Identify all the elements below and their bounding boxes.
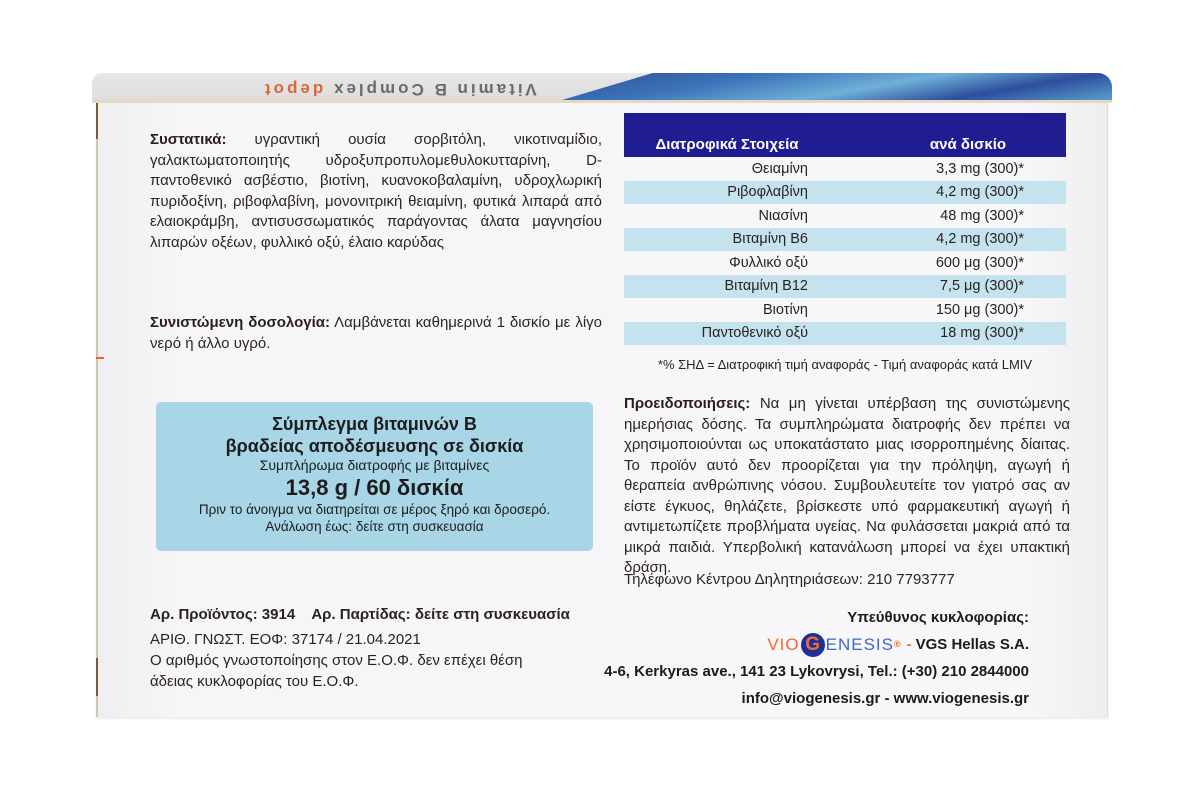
expiry-note: Ανάλωση έως: δείτε στη συσκευασία <box>265 519 484 534</box>
brand-dash: - <box>906 636 912 653</box>
brand-logo-g-icon: G <box>801 633 825 657</box>
dosage-label: Συνιστώμενη δοσολογία: <box>150 314 330 331</box>
product-info-box <box>156 402 593 551</box>
lid-name-accent: depot <box>262 80 324 99</box>
nutrient-value: 150 μg (300)* <box>935 301 1024 318</box>
eof-disclaimer-line1: Ο αριθμός γνωστοποίησης στον Ε.Ο.Φ. δεν επέχει θέση <box>150 652 523 669</box>
nutrition-footnote: *% ΣΗΔ = Διατροφική τιμή αναφοράς - Τιμή αναφοράς κατά LMIV <box>657 357 1033 372</box>
table-row <box>624 228 1066 252</box>
product-number: Αρ. Προϊόντος: 3914 <box>150 606 296 623</box>
table-row <box>624 275 1066 299</box>
table-row <box>624 204 1066 228</box>
nutrient-name: Βιταμίνη Β6 <box>732 231 808 248</box>
storage-note: Πριν το άνοιγμα να διατηρείται σε μέρος ξηρό και δροσερό. <box>198 502 551 517</box>
nutrient-value: 48 mg (300)* <box>940 207 1024 224</box>
lid-pattern <box>552 73 1112 103</box>
registered-mark: ® <box>893 639 901 649</box>
nutrient-name: Νιασίνη <box>758 207 808 224</box>
dosage-section <box>150 313 602 354</box>
warnings-section <box>624 394 1070 579</box>
nutrient-value: 4,2 mg (300)* <box>936 231 1024 248</box>
nutrient-name: Ριβοφλαβίνη <box>727 184 808 201</box>
dosage-text: Λαμβάνεται καθημερινά 1 δισκίο με λίγο νερό ή άλλο υγρό. <box>150 314 602 352</box>
distributor-label: Υπεύθυνος κυκλοφορίας: <box>847 609 1029 626</box>
ingredients-label: Συστατικά: <box>150 131 227 148</box>
nutrient-name: Παντοθενικό οξύ <box>701 325 808 342</box>
box-top-edge <box>92 73 1112 103</box>
company-contact: info@viogenesis.gr - www.viogenesis.gr <box>741 690 1029 707</box>
brand-logo-enesis: ENESIS <box>825 635 894 654</box>
nutrient-value: 7,5 μg (300)* <box>939 278 1024 295</box>
brand-line <box>604 631 1029 658</box>
nutrient-name: Βιταμίνη Β12 <box>724 278 808 295</box>
corner-mark-top <box>96 103 98 139</box>
table-row <box>624 298 1066 322</box>
header-per-tablet: ανά δισκίο <box>929 136 1007 153</box>
nutrient-name: Βιοτίνη <box>762 301 808 318</box>
table-row <box>624 157 1066 181</box>
eof-disclaimer-line2: άδειας κυκλοφορίας του Ε.Ο.Φ. <box>150 673 359 690</box>
corner-mark-bottom <box>96 658 98 696</box>
product-codes <box>150 604 610 692</box>
table-row <box>624 322 1066 346</box>
ingredients-text: υγραντική ουσία σορβιτόλη, νικοτιναμίδιο, γαλακτωματοποιητής υδροξυπροπυλομεθυλοκυτταρίνη, D-παντοθενικό ασβέστιο, βιοτίνη, κυανοκοβαλαμίνη, υδροχλωρική πυριδοξίνη, ριβοφλαβίνη, μονονιτρική θειαμίνη, φυτικά λιπαρά από ελαιοκράμβη, αντισυσσωματικός παράγοντας άλατα μαγνησίου λιπαρών οξέων, φυλλικό οξύ, έλαιο καρύδας <box>150 131 603 251</box>
product-title-line1: Σύμπλεγμα βιταμινών Β <box>272 414 477 434</box>
nutrition-table-header <box>624 113 1066 157</box>
nutrition-table <box>624 113 1066 372</box>
product-title-line2: βραδείας αποδέσμευσης σε δισκία <box>225 436 524 456</box>
warnings-label: Προειδοποιήσεις: <box>624 395 751 412</box>
batch-number: Αρ. Παρτίδας: δείτε στη συσκευασία <box>311 606 570 623</box>
header-nutrients: Διατροφικά Στοιχεία <box>655 136 799 153</box>
product-batch-line <box>150 604 610 625</box>
nutrient-value: 4,2 mg (300)* <box>936 184 1024 201</box>
table-row <box>624 181 1066 205</box>
eof-number: ΑΡΙΘ. ΓΝΩΣΤ. ΕΟΦ: 37174 / 21.04.2021 <box>150 631 421 648</box>
nutrient-name: Θειαμίνη <box>751 160 808 177</box>
ingredients-section <box>150 130 602 253</box>
nutrient-name: Φυλλικό οξύ <box>729 254 808 271</box>
table-row <box>624 251 1066 275</box>
nutrient-value: 18 mg (300)* <box>940 325 1024 342</box>
distributor-block <box>604 604 1029 712</box>
nutrient-value: 3,3 mg (300)* <box>936 160 1024 177</box>
warnings-text: Να μη γίνεται υπέρβαση της συνιστώμενης ημερήσιας δόσης. Τα συμπληρώματα διατροφής δεν πρέπει να χρησιμοποιούνται ως υποκατάστατο μιας ισορροπημένης δίαιτας. Το προϊόν αυτό δεν προορίζεται για την πρόληψη, αγωγή ή θεραπεία ανθρώπινης νόσου. Συμβουλευτείτε τον γιατρό σας αν είστε έγκυος, θηλάζετε, βρίσκεστε υπό φαρμακευτική αγωγή ή αντιμετωπίζετε προβλήματα υγείας. Να φυλάσσεται μακριά από τα μικρά παιδιά. Υπερβολική κατανάλωση μπορεί να έχει υπακτική δράση. <box>624 395 1071 576</box>
company-address: 4-6, Kerkyras ave., 141 23 Lykovrysi, Tel.: (+30) 210 2844000 <box>604 663 1029 680</box>
fold-mark <box>96 357 104 359</box>
lid-product-name <box>262 79 537 99</box>
poison-center-phone: Τηλέφωνο Κέντρου Δηλητηριάσεων: 210 7793777 <box>624 571 955 588</box>
company-name: VGS Hellas S.A. <box>915 636 1029 653</box>
lid-name-text: Vitamin B Complex <box>331 80 537 99</box>
nutrient-value: 600 μg (300)* <box>935 254 1024 271</box>
product-quantity: 13,8 g / 60 δισκία <box>285 475 464 500</box>
product-subtitle: Συμπλήρωμα διατροφής με βιταμίνες <box>259 457 490 473</box>
brand-logo-vio: VIO <box>767 635 800 654</box>
